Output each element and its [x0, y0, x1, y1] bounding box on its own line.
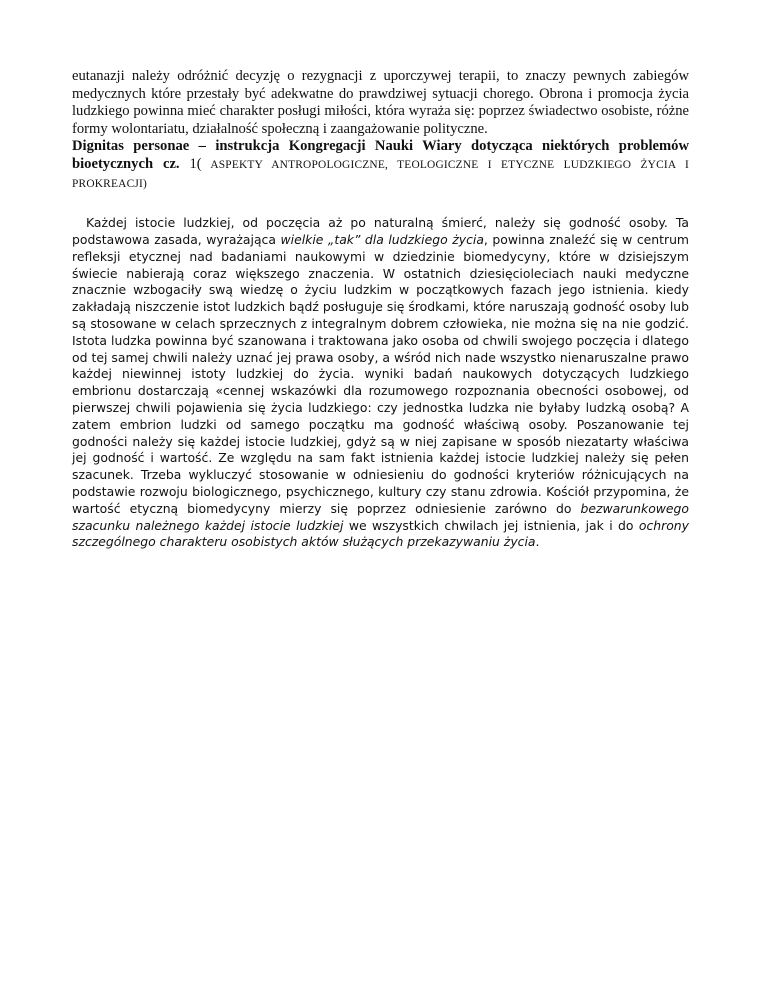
body-italic-2: bezwarunkowego szacunku należnego każdej istocie ludzkiej	[72, 500, 689, 533]
intro-paragraph: eutanazji należy odróżnić decyzję o rezygnacji z uporczywej terapii, to znaczy pewnych zabiegów medycznych które przestały być adekwatne do prawdziwej sytuacji chorego. Obrona i promocja życia ludzkiego powinna mieć charakter posługi miłości, która wyraża się: poprzez świadectwo osobiste, różne formy wolontariatu, działalność społeczną i zaangażowanie polityczne.	[72, 68, 689, 137]
body-text-1: Każdej istocie ludzkiej, od poczęcia aż po naturalną śmierć, należy się godność osoby. Ta podstawowa zasada, wyrażająca	[72, 215, 689, 247]
body-italic-1: wielkie „tak” dla ludzkiego życia	[280, 231, 484, 247]
body-italic-3: ochrony szczególnego charakteru osobistych aktów służących przekazywaniu życia	[72, 517, 689, 550]
body-text-2: , powinna znaleźć się w centrum refleksji etycznej nad badaniami naukowymi w dziedzinie biomedycyny, które w dzisiejszym świecie nabierają coraz większego znaczenia. W ostatnich dziesięcioleciach nauki medyczne znacznie wzbogaciły swą wiedzę o życiu ludzkim w początkowych fazach jego istnienia. kiedy zakładają niszczenie istot ludzkich bądź posługuje się środkami, które naruszają godność osoby lub są stosowane w celach sprzecznych z integralnym dobrem człowieka, nie można się na nie godzić. Istota ludzka powinna być szanowana i traktowana jako osoba od chwili swojego poczęcia i dlatego od tej samej chwili należy uznać jej prawa osoby, a wśród nich nade wszystko nienaruszalne prawo każdej niewinnej istoty ludzkiej do życia. wyniki badań naukowych dotyczących ludzkiego embrionu dostarczają «cennej wskazówki dla rozumowego rozpoznania obecności osobowej, od pierwszej chwili pojawienia się życia ludzkiego: czy jednostka ludzka nie byłaby ludzką osobą? A zatem embrion ludzki od samego początku ma godność właściwą osoby. Poszanowanie tej godności należy się każdej istocie ludzkiej, gdyż są w niej zapisane w sposób niezatarty właściwa jej godność i wartość. Ze względu na sam fakt istnienia każdej istocie ludzkiej należy się pełen szacunek. Trzeba wykluczyć stosowanie w odniesieniu do godności kryteriów różnicujących na podstawie rozwoju biologicznego, psychicznego, kultury czy stanu zdrowia. Kościół przypomina, że wartość etyczną biomedycyny mierzy się poprzez odniesienie zarówno do	[72, 231, 689, 516]
heading-subtitle: ASPEKTY ANTROPOLOGICZNE, TEOLOGICZNE I ETYCZNE LUDZKIEGO ŻYCIA I PROKREACJI)	[72, 158, 689, 190]
document-page	[72, 68, 689, 551]
body-text-4: .	[535, 534, 540, 550]
heading-title: Dignitas personae – instrukcja Kongregacji Nauki Wiary dotycząca niektórych problemów bioetycznych cz.	[72, 138, 689, 172]
body-paragraph	[72, 215, 689, 551]
body-text-3: we wszystkich chwilach jej istnienia, jak i do	[343, 517, 639, 533]
section-heading	[72, 138, 689, 193]
heading-part-number: 1(	[179, 155, 202, 172]
